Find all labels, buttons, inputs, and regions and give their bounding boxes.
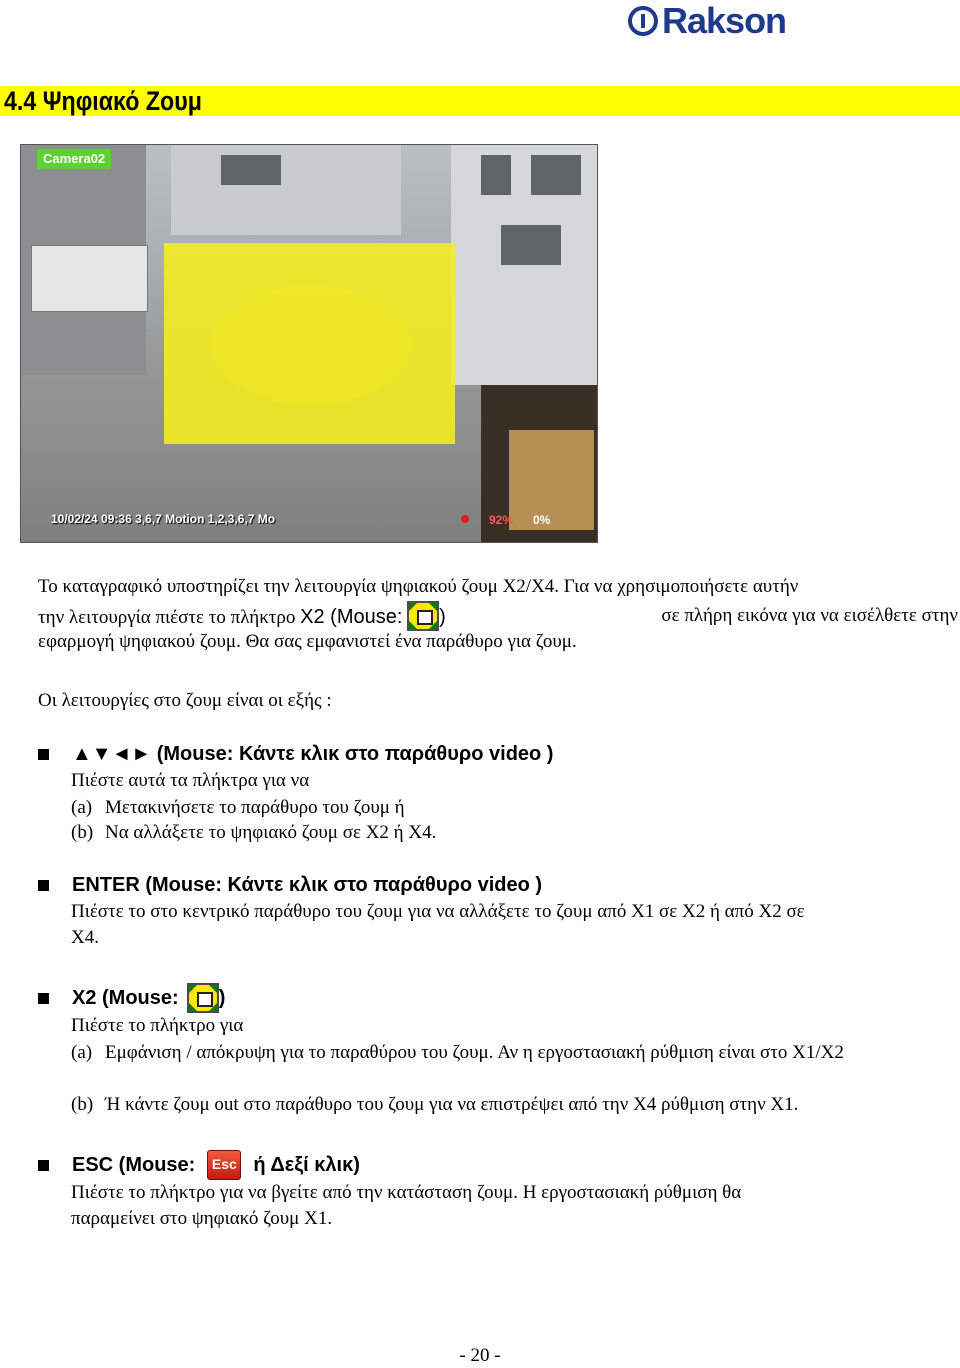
bullet-square-icon: [38, 749, 49, 760]
record-icon: [461, 515, 469, 523]
section-title: 4.4 Ψηφιακό Ζουμ: [0, 86, 960, 116]
camera-label: Camera02: [37, 149, 111, 169]
logo-text: Rakson: [662, 0, 787, 41]
bullet-x2: X2 (Mouse: ): [38, 985, 225, 1011]
arrows-sub-a: (a) Μετακινήσετε το παράθυρο του ζουμ ή: [71, 797, 405, 818]
zoom-window[interactable]: [164, 243, 455, 444]
window: [221, 155, 281, 185]
bullet-square-icon: [38, 880, 49, 891]
bullet-esc: ESC (Mouse: Esc ή Δεξί κλικ): [38, 1152, 360, 1178]
page-number: - 20 -: [459, 1345, 501, 1366]
camera-screenshot: [20, 144, 598, 543]
intro-line-3: εφαρμογή ψηφιακού ζουμ. Θα σας εμφανιστεί ένα παράθυρο για ζουμ.: [38, 631, 577, 652]
bullet-arrows: ▲▼◄► (Mouse: Κάντε κλικ στο παράθυρο video ): [38, 741, 553, 767]
functions-intro: Οι λειτουργίες στο ζουμ είναι οι εξής :: [38, 690, 332, 711]
window: [531, 155, 581, 195]
osd-percent-2: 0%: [533, 513, 551, 527]
rakson-logo: [628, 2, 786, 40]
esc-body-1: Πιέστε το πλήκτρο για να βγείτε από την κατάσταση ζουμ. Η εργοστασιακή ρύθμιση θα: [71, 1182, 742, 1203]
arrows-sub-b: (b) Να αλλάξετε το ψηφιακό ζουμ σε X2 ή X4.: [71, 822, 437, 843]
power-icon: [628, 6, 658, 36]
intro-line-2-left: την λειτουργία πιέστε το πλήκτρο X2 (Mouse: ): [38, 601, 446, 631]
enter-body-2: X4.: [71, 927, 99, 948]
x2-sub-a: (a) Εμφάνιση / απόκρυψη για το παραθύρου του ζουμ. Αν η εργοστασιακή ρύθμιση είναι στο X1/X2: [71, 1042, 844, 1063]
window: [481, 155, 511, 195]
bullet-square-icon: [38, 993, 49, 1004]
intro-line-1: Το καταγραφικό υποστηρίζει την λειτουργία ψηφιακού ζουμ X2/X4. Για να χρησιμοποιήσετε αυτήν: [38, 576, 799, 597]
bullet-enter: ENTER (Mouse: Κάντε κλικ στο παράθυρο video ): [38, 872, 542, 898]
parked-truck: [31, 245, 148, 312]
esc-body-2: παραμείνει στο ψηφιακό ζουμ X1.: [71, 1208, 333, 1229]
arrows-body: Πιέστε αυτά τα πλήκτρα για να: [71, 770, 310, 791]
bullet-square-icon: [38, 1160, 49, 1171]
zoom-icon: [407, 601, 439, 631]
x2-sub-b: (b) Ή κάντε ζουμ out στο παράθυρο του ζουμ για να επιστρέψει από την X4 ρύθμιση στην X1.: [71, 1094, 799, 1115]
osd-percent-1: 92%: [489, 513, 514, 527]
cargo-boxes: [509, 430, 594, 530]
esc-icon: Esc: [207, 1150, 241, 1180]
x2-body: Πιέστε το πλήκτρο για: [71, 1015, 244, 1036]
osd-status-line: 10/02/24 09:36 3,6,7 Motion 1,2,3,6,7 Mo: [51, 512, 276, 526]
intro-line-2: την λειτουργία πιέστε το πλήκτρο X2 (Mouse: ) σε πλήρη εικόνα για να εισέλθετε στην: [38, 601, 958, 631]
enter-body-1: Πιέστε το στο κεντρικό παράθυρο του ζουμ για να αλλάξετε το ζουμ από X1 σε X2 ή από X2 σε: [71, 901, 805, 922]
zoom-icon: [187, 983, 219, 1013]
building-center: [171, 145, 401, 235]
window: [501, 225, 561, 265]
